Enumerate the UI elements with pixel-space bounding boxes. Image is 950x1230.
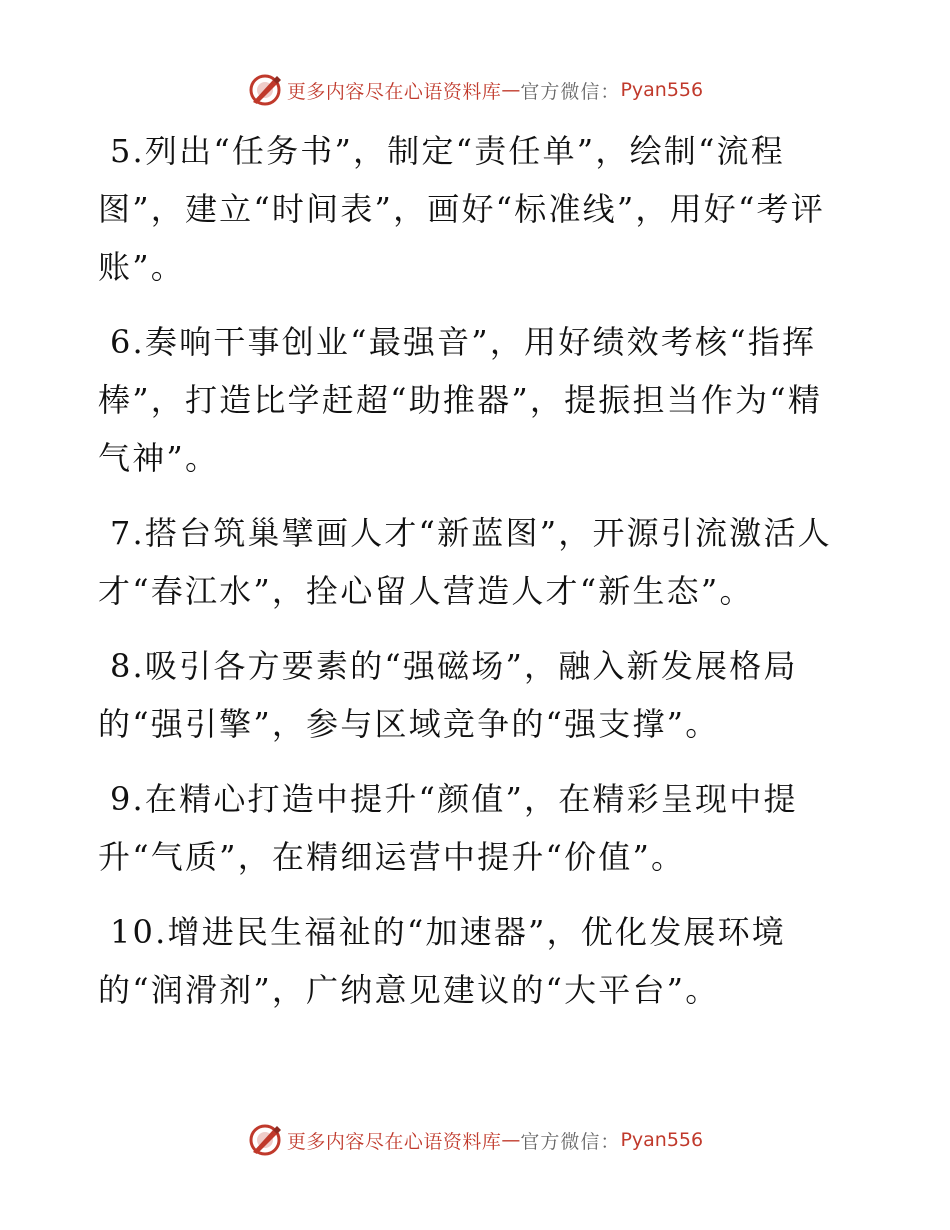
watermark-wechat-id: Pyan556 [620,79,704,101]
header-watermark [0,70,950,110]
paragraph-10: 10.增进民生福祉的“加速器”，优化发展环境的“润滑剂”，广纳意见建议的“大平台”。 [98,913,787,1009]
document-body [98,122,838,1036]
paragraph-7: 7.搭台筑巢擘画人才“新蓝图”，开源引流激活人才“春江水”，拴心留人营造人才“新生态”。 [98,514,832,610]
watermark-dash: — [501,1129,521,1151]
paragraph-6: 6.奏响干事创业“最强音”，用好绩效考核“指挥棒”，打造比学赶超“助推器”，提振担当作为“精气神”。 [98,323,823,477]
pen-logo-icon [247,72,283,108]
watermark-site-text: 更多内容尽在心语资料库 [286,80,502,103]
paragraph-9: 9.在精心打造中提升“颜值”，在精彩呈现中提升“气质”，在精细运营中提升“价值”。 [98,780,798,876]
paragraph-5: 5.列出“任务书”，制定“责任单”，绘制“流程图”，建立“时间表”，画好“标准线”，用好“考评账”。 [98,132,825,286]
footer-watermark [0,1120,950,1160]
watermark-site-text: 更多内容尽在心语资料库 [286,1130,502,1153]
watermark-wechat-label: 官方微信： [520,1130,621,1153]
watermark-wechat-label: 官方微信： [520,80,621,103]
pen-logo-icon [247,1122,283,1158]
watermark-dash: — [501,79,521,101]
paragraph-8: 8.吸引各方要素的“强磁场”，融入新发展格局的“强引擎”，参与区域竞争的“强支撑”。 [98,647,798,743]
watermark-wechat-id: Pyan556 [620,1129,704,1151]
